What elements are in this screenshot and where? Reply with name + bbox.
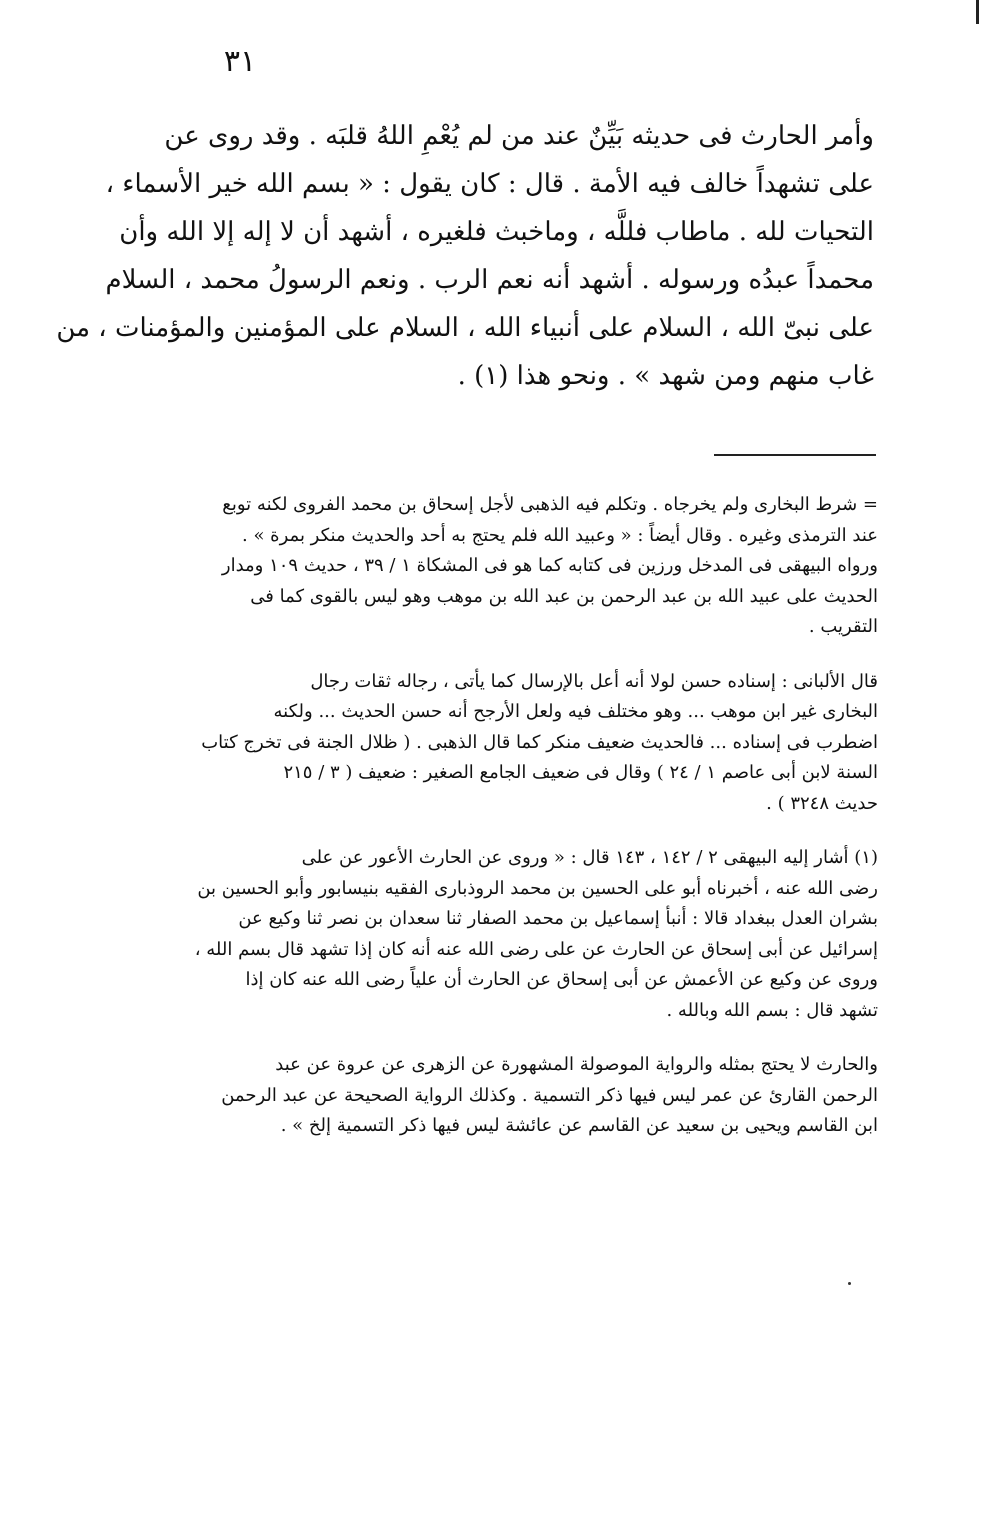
footnote-line: تشهد قال : بسم الله وبالله . [666,999,878,1021]
footnotes-section [186,490,878,1166]
scan-edge-mark [976,0,979,24]
footnote-1 [186,843,878,1026]
body-line: على نبىّ الله ، السلام على أنبياء الله ، السلام على المؤمنين والمؤمنات ، من [56,313,874,343]
body-line: محمداً عبدُه ورسوله . أشهد أنه نعم الرب . ونعم الرسولُ محمد ، السلام [105,265,874,295]
body-line: التحيات لله . ماطاب فللَّه ، وماخبث فلغيره ، أشهد أن لا إله إلا الله وأن [119,217,874,247]
footnote-line: التقريب . [808,616,878,637]
body-line: غاب منهم ومن شهد » . ونحو هذا (١) . [457,361,874,391]
body-line: وأمر الحارث فى حديثه بَيِّنٌ عند من لم يُعْمِ اللهُ قلبَه . وقد روى عن [164,121,874,151]
footnote-line: وروى عن وكيع عن الأعمش عن أبى إسحاق عن الحارث أن علياً رضى الله عنه كان إذا [245,969,878,990]
main-body-text [56,112,874,400]
footnote-line: قال الألبانى : إسناده حسن لولا أنه أعل بالإرسال كما يأتى ، رجاله ثقات رجال [310,670,878,692]
page-number: ٣١ [223,44,257,79]
footnote-line: (١) أشار إليه البيهقى ٢ / ١٤٢ ، ١٤٣ قال : « وروى عن الحارث الأعور عن على [301,847,878,868]
footnote-line: بشران العدل ببغداد قالا : أنبأ إسماعيل بن محمد الصفار ثنا سعدان بن نصر ثنا وكيع عن [238,908,878,929]
footnote-line: والحارث لا يحتج بمثله والرواية الموصولة المشهورة عن الزهرى عن عروة عن عبد [275,1054,878,1075]
footnote-line: = شرط البخارى ولم يخرجاه . وتكلم فيه الذهبى لأجل إسحاق بن محمد الفروى لكنه توبع [222,494,878,515]
body-line: على تشهداً خالف فيه الأمة . قال : كان يقول : « بسم الله خير الأسماء ، [105,169,874,199]
footnote-line: إسرائيل عن أبى إسحاق عن الحارث عن على رضى الله عنه أنه كان إذا تشهد قال بسم الله ، [194,938,878,960]
footnote-line: رضى الله عنه ، أخبرناه أبو على الحسين بن محمد الروذبارى الفقيه بنيسابور وأبو الحسين بن [197,877,878,899]
footnote-line: اضطرب فى إسناده ... فالحديث ضعيف منكر كما قال الذهبى . ( ظلال الجنة فى تخرج كتاب [201,731,878,753]
footnote-line: الرحمن القارئ عن عمر ليس فيها ذكر التسمية . وكذلك الرواية الصحيحة عن عبد الرحمن [221,1084,878,1106]
scan-speck [848,1282,851,1285]
footnote-albani-quote [186,667,878,820]
footnote-1-continued [186,1050,878,1142]
footnote-line: السنة لابن أبى عاصم ١ / ٢٤ ) وقال فى ضعيف الجامع الصغير : ضعيف ( ٣ / ٢١٥ [283,762,878,783]
footnote-continuation [186,490,878,643]
footnote-line: الحديث على عبيد الله بن عبد الرحمن بن عبد الله بن موهب وهو ليس بالقوى كما فى [250,585,878,607]
footnote-line: حديث ٣٢٤٨ ) . [766,792,878,814]
footnote-line: ابن القاسم ويحيى بن سعيد عن القاسم عن عائشة ليس فيها ذكر التسمية إلخ » . [280,1115,878,1136]
footnote-separator [714,454,876,456]
footnote-line: البخارى غير ابن موهب ... وهو مختلف فيه ولعل الأرجح أنه حسن الحديث ... ولكنه [273,701,878,722]
footnote-line: عند الترمذى وغيره . وقال أيضاً : « وعبيد الله فلم يحتج به أحد والحديث منكر بمرة » . [242,524,878,546]
footnote-line: ورواه البيهقى فى المدخل ورزين فى كتابه كما هو فى المشكاة ١ / ٣٩ ، حديث ١٠٩ ومدار [221,555,878,576]
